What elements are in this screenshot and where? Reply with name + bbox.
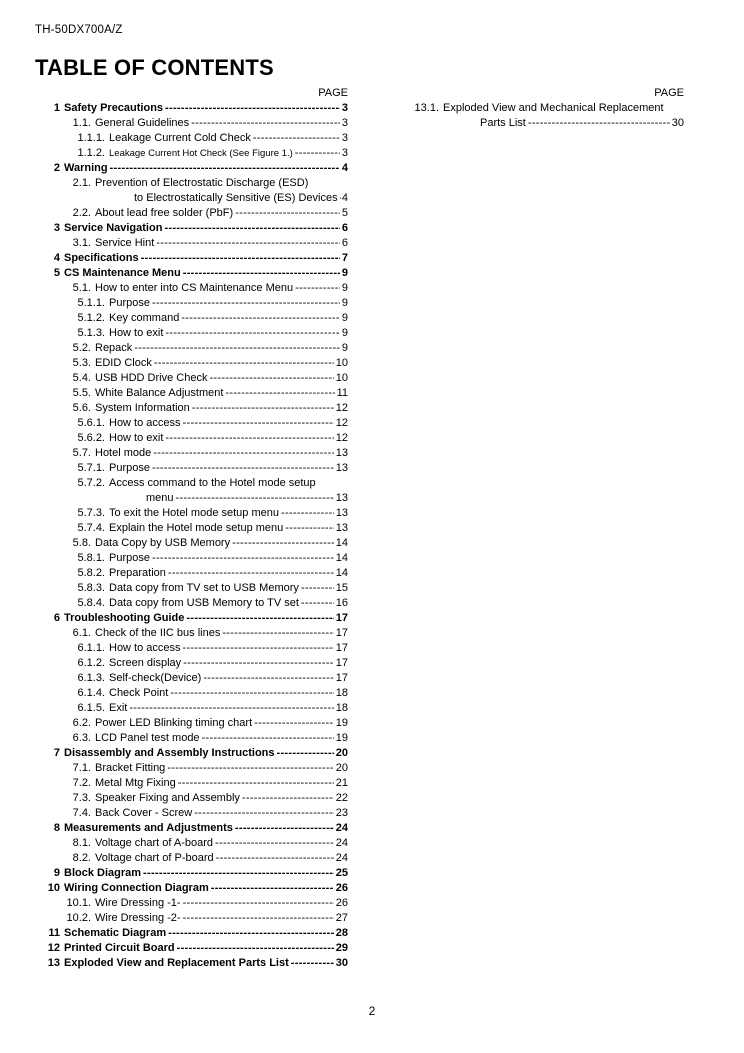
toc-entry-number: 5.8.1.: [77, 552, 105, 564]
leader-dots: [183, 656, 334, 671]
toc-entry-title: Check of the IIC bus lines: [95, 627, 221, 639]
toc-entry-number: 5.7.4.: [77, 522, 105, 534]
toc-entry-number: 5.2.: [72, 342, 91, 354]
toc-entry-number: 8.2.: [72, 852, 91, 864]
leader-dots: [176, 491, 334, 506]
toc-entry-number: 7.4.: [72, 807, 91, 819]
toc-entry-title: Exit: [109, 702, 128, 714]
toc-list-right: [386, 101, 684, 131]
toc-entry-page: 3: [341, 132, 348, 144]
toc-entry-number: 5.5.: [72, 387, 91, 399]
toc-entry-number: 5.8.2.: [77, 567, 105, 579]
toc-entry-number: 5.1.2.: [77, 312, 105, 324]
toc-entry-page: 30: [671, 117, 684, 129]
toc-entry-page: 26: [335, 882, 348, 894]
toc-entry-title: Printed Circuit Board: [64, 942, 175, 954]
toc-entry-page: 15: [335, 582, 348, 594]
toc-entry-number: 7.2.: [72, 777, 91, 789]
toc-entry-title: Power LED Blinking timing chart: [95, 717, 253, 729]
toc-entry-title: Access command to the Hotel mode setup: [109, 477, 316, 489]
toc-entry[interactable]: [38, 101, 348, 116]
toc-entry-title: Leakage Current Hot Check (See Figure 1.): [109, 148, 293, 159]
toc-entry-title: Purpose: [109, 297, 150, 309]
toc-entry-title: Voltage chart of A-board: [95, 837, 214, 849]
toc-entry[interactable]: [38, 431, 348, 446]
toc-entry-title: About lead free solder (PbF): [95, 207, 234, 219]
leader-dots: [129, 701, 333, 716]
leader-dots: [281, 506, 334, 521]
toc-entry[interactable]: [38, 956, 348, 971]
leader-dots: [156, 236, 340, 251]
toc-entry-number: 1.1.1.: [77, 132, 105, 144]
toc-entry[interactable]: [38, 356, 348, 371]
toc-entry-title: Key command: [109, 312, 180, 324]
leader-dots: [209, 371, 333, 386]
leader-dots: [152, 296, 340, 311]
model-number: TH-50DX700A/Z: [35, 24, 123, 36]
toc-entry[interactable]: [38, 866, 348, 881]
toc-entry-title: Block Diagram: [64, 867, 142, 879]
leader-dots: [216, 851, 334, 866]
toc-entry-page: 9: [341, 297, 348, 309]
toc-entry[interactable]: [38, 236, 348, 251]
toc-entry-page: 25: [335, 867, 348, 879]
toc-entry[interactable]: [38, 446, 348, 461]
toc-entry-number: 5: [53, 267, 60, 279]
toc-entry-page: 9: [341, 327, 348, 339]
toc-entry[interactable]: [386, 116, 684, 131]
toc-entry-page: 17: [335, 642, 348, 654]
toc-entry-number: 6.2.: [72, 717, 91, 729]
toc-entry[interactable]: [38, 686, 348, 701]
toc-entry-title: How to exit: [109, 327, 164, 339]
toc-entry-number: 5.6.2.: [77, 432, 105, 444]
toc-entry-number: 5.7.1.: [77, 462, 105, 474]
toc-entry-number: 3: [53, 222, 60, 234]
toc-entry-number: 5.1.3.: [77, 327, 105, 339]
toc-entry[interactable]: [38, 626, 348, 641]
toc-entry[interactable]: [38, 596, 348, 611]
toc-entry-number: 8.1.: [72, 837, 91, 849]
toc-entry-number: 5.4.: [72, 372, 91, 384]
toc-entry[interactable]: [38, 791, 348, 806]
toc-entry-page: 13: [335, 447, 348, 459]
toc-entry-title: System Information: [95, 402, 190, 414]
toc-entry[interactable]: [38, 326, 348, 341]
toc-entry[interactable]: [38, 731, 348, 746]
toc-entry-title: Purpose: [109, 462, 150, 474]
toc-entry-title: To exit the Hotel mode setup menu: [109, 507, 279, 519]
toc-entry[interactable]: [38, 296, 348, 311]
toc-entry-title: Explain the Hotel mode setup menu: [109, 522, 284, 534]
leader-dots: [295, 146, 340, 161]
toc-entry[interactable]: [38, 656, 348, 671]
toc-entry-title: menu: [146, 492, 174, 504]
toc-entry[interactable]: [38, 851, 348, 866]
toc-entry-number: 7: [53, 747, 60, 759]
leader-dots: [165, 326, 339, 341]
toc-entry-title: Wire Dressing -1-: [95, 897, 181, 909]
toc-entry[interactable]: [38, 761, 348, 776]
toc-entry[interactable]: [38, 821, 348, 836]
toc-entry-page: 13: [335, 462, 348, 474]
toc-entry-number: 4: [53, 252, 60, 264]
leader-dots: [254, 716, 334, 731]
leader-dots: [192, 401, 334, 416]
toc-entry-title: Screen display: [109, 657, 182, 669]
toc-entry[interactable]: [38, 836, 348, 851]
leader-dots: [110, 161, 340, 176]
leader-dots: [143, 866, 334, 881]
toc-entry-number: 6.1.1.: [77, 642, 105, 654]
toc-entry-number: 1: [53, 102, 60, 114]
toc-entry-page: 5: [341, 207, 348, 219]
toc-entry-page: 21: [335, 777, 348, 789]
leader-dots: [183, 641, 334, 656]
toc-column-right: [386, 86, 684, 131]
leader-dots: [165, 101, 340, 116]
toc-entry-title: Bracket Fitting: [95, 762, 166, 774]
toc-entry-title: Leakage Current Cold Check: [109, 132, 251, 144]
leader-dots: [191, 116, 340, 131]
toc-entry-number: 5.8.: [72, 537, 91, 549]
toc-entry-page: 9: [341, 312, 348, 324]
toc-entry-page: 17: [335, 672, 348, 684]
leader-dots: [202, 731, 334, 746]
leader-dots: [152, 461, 334, 476]
toc-entry-title: Check Point: [109, 687, 169, 699]
leader-dots: [177, 941, 334, 956]
toc-entry[interactable]: [38, 506, 348, 521]
toc-entry-page: 3: [341, 117, 348, 129]
leader-dots: [235, 821, 334, 836]
toc-entry-page: 13: [335, 492, 348, 504]
page-column-header: PAGE: [318, 87, 348, 99]
toc-entry[interactable]: [38, 551, 348, 566]
toc-entry-title: Troubleshooting Guide: [64, 612, 185, 624]
toc-entry-page: 9: [341, 342, 348, 354]
toc-entry-title: How to access: [109, 642, 181, 654]
toc-entry-number: 5.6.1.: [77, 417, 105, 429]
toc-entry-title: Data copy from TV set to USB Memory: [109, 582, 299, 594]
toc-entry[interactable]: [38, 566, 348, 581]
leader-dots: [183, 896, 334, 911]
toc-entry[interactable]: [38, 536, 348, 551]
toc-entry[interactable]: [38, 206, 348, 221]
leader-dots: [186, 611, 333, 626]
toc-entry-number: 5.6.: [72, 402, 91, 414]
toc-list-left: [38, 101, 348, 971]
leader-dots: [168, 926, 334, 941]
toc-entry-page: 7: [341, 252, 348, 264]
toc-entry-number: 5.8.4.: [77, 597, 105, 609]
toc-entry-number: 5.7.: [72, 447, 91, 459]
toc-entry-page: 6: [341, 237, 348, 249]
toc-entry-title: Self-check(Device): [109, 672, 202, 684]
toc-entry[interactable]: [38, 191, 348, 206]
toc-entry-number: 6.1.2.: [77, 657, 105, 669]
toc-entry-number: 6.1.: [72, 627, 91, 639]
toc-entry-number: 6: [53, 612, 60, 624]
toc-entry-page: 30: [335, 957, 348, 969]
toc-entry-page: 3: [341, 147, 348, 159]
toc-entry-number: 6.1.3.: [77, 672, 105, 684]
toc-entry[interactable]: [38, 611, 348, 626]
toc-entry-number: 1.1.: [72, 117, 91, 129]
toc-entry[interactable]: [38, 251, 348, 266]
toc-entry-title: Exploded View and Replacement Parts List: [64, 957, 289, 969]
toc-entry-page: 24: [335, 822, 348, 834]
toc-entry-number: 5.1.: [72, 282, 91, 294]
toc-entry-title: Repack: [95, 342, 133, 354]
toc-entry-title: Back Cover - Screw: [95, 807, 193, 819]
toc-entry-title: Data copy from USB Memory to TV set: [109, 597, 299, 609]
toc-entry[interactable]: [38, 416, 348, 431]
toc-entry-page: 18: [335, 687, 348, 699]
toc-entry-page: 20: [335, 762, 348, 774]
leader-dots: [291, 956, 334, 971]
toc-entry-page: 14: [335, 552, 348, 564]
toc-entry-title: CS Maintenance Menu: [64, 267, 181, 279]
toc-entry-page: 9: [341, 267, 348, 279]
toc-entry-title: How to access: [109, 417, 181, 429]
toc-entry-number: 2: [53, 162, 60, 174]
toc-entry-title: White Balance Adjustment: [95, 387, 224, 399]
toc-entry[interactable]: [38, 221, 348, 236]
toc-entry-number: 5.7.3.: [77, 507, 105, 519]
toc-entry-number: 6.3.: [72, 732, 91, 744]
toc-entry-page: 26: [335, 897, 348, 909]
toc-entry[interactable]: [38, 371, 348, 386]
toc-entry[interactable]: [38, 701, 348, 716]
toc-entry[interactable]: [38, 581, 348, 596]
toc-entry-page: 19: [335, 732, 348, 744]
leader-dots: [152, 551, 334, 566]
toc-entry-page: 24: [335, 852, 348, 864]
toc-entry-title: to Electrostatically Sensitive (ES) Devices: [134, 192, 338, 204]
toc-entry-number: 10.2.: [66, 912, 91, 924]
leader-dots: [528, 116, 670, 131]
toc-entry-page: 12: [335, 417, 348, 429]
toc-entry-page: 14: [335, 537, 348, 549]
leader-dots: [301, 596, 334, 611]
toc-entry-page: 27: [335, 912, 348, 924]
leader-dots: [167, 761, 333, 776]
toc-entry-title: Wire Dressing -2-: [95, 912, 181, 924]
toc-entry-title: Exploded View and Mechanical Replacement: [443, 102, 664, 114]
toc-entry-page: 4: [341, 162, 348, 174]
leader-dots: [183, 911, 334, 926]
toc-entry-title: Measurements and Adjustments: [64, 822, 233, 834]
leader-dots: [134, 341, 340, 356]
toc-entry-page: 12: [335, 402, 348, 414]
toc-entry-page: 14: [335, 567, 348, 579]
toc-entry-number: 13.1.: [414, 102, 439, 114]
toc-entry-page: 29: [335, 942, 348, 954]
toc-entry-number: 5.7.2.: [77, 477, 105, 489]
leader-dots: [181, 311, 340, 326]
leader-dots: [141, 251, 340, 266]
toc-column-left: [38, 86, 348, 971]
toc-entry-page: 16: [335, 597, 348, 609]
toc-entry-title: Data Copy by USB Memory: [95, 537, 231, 549]
leader-dots: [203, 671, 333, 686]
toc-entry[interactable]: [38, 491, 348, 506]
toc-entry-title: Safety Precautions: [64, 102, 164, 114]
leader-dots: [183, 416, 334, 431]
toc-entry[interactable]: [38, 776, 348, 791]
leader-dots: [168, 566, 334, 581]
toc-entry-title: General Guidelines: [95, 117, 190, 129]
toc-entry[interactable]: [38, 521, 348, 536]
toc-entry[interactable]: [38, 461, 348, 476]
toc-entry-title: EDID Clock: [95, 357, 152, 369]
toc-entry-page: 17: [335, 657, 348, 669]
toc-entry[interactable]: [38, 266, 348, 281]
toc-entry-number: 7.3.: [72, 792, 91, 804]
toc-entry[interactable]: [38, 401, 348, 416]
toc-entry[interactable]: [38, 716, 348, 731]
toc-entry-title: Disassembly and Assembly Instructions: [64, 747, 275, 759]
toc-entry[interactable]: [38, 311, 348, 326]
toc-entry[interactable]: [38, 641, 348, 656]
toc-entry-number: 10.1.: [66, 897, 91, 909]
toc-entry[interactable]: [38, 146, 348, 161]
leader-dots: [170, 686, 333, 701]
leader-dots: [232, 536, 334, 551]
toc-entry[interactable]: [38, 941, 348, 956]
toc-entry-title: Wiring Connection Diagram: [64, 882, 209, 894]
toc-entry-number: 7.1.: [72, 762, 91, 774]
toc-entry[interactable]: [38, 881, 348, 896]
toc-entry-number: 5.1.1.: [77, 297, 105, 309]
toc-entry-title: Preparation: [109, 567, 166, 579]
toc-entry-page: 3: [341, 102, 348, 114]
leader-dots: [253, 131, 340, 146]
toc-entry[interactable]: [38, 161, 348, 176]
toc-entry[interactable]: [38, 806, 348, 821]
toc-entry[interactable]: [38, 341, 348, 356]
leader-dots: [225, 386, 334, 401]
toc-entry[interactable]: [38, 116, 348, 131]
leader-dots: [222, 626, 333, 641]
toc-entry[interactable]: [38, 896, 348, 911]
toc-entry-page: 13: [335, 522, 348, 534]
toc-entry-title: Metal Mtg Fixing: [95, 777, 176, 789]
leader-dots: [301, 581, 334, 596]
toc-entry-title: How to exit: [109, 432, 164, 444]
toc-entry[interactable]: [38, 281, 348, 296]
toc-entry-page: 17: [335, 627, 348, 639]
leader-dots: [154, 356, 334, 371]
toc-entry-page: 24: [335, 837, 348, 849]
toc-entry[interactable]: [38, 926, 348, 941]
toc-entry-number: 9: [53, 867, 60, 879]
toc-entry-number: 12: [47, 942, 60, 954]
toc-entry-number: 2.2.: [72, 207, 91, 219]
toc-entry-title: Speaker Fixing and Assembly: [95, 792, 240, 804]
toc-entry-number: 6.1.4.: [77, 687, 105, 699]
toc-entry-page: 28: [335, 927, 348, 939]
toc-entry-number: 1.1.2.: [77, 147, 105, 159]
toc-entry-title: Hotel mode: [95, 447, 152, 459]
toc-entry[interactable]: [38, 176, 348, 191]
toc-entry-title: Prevention of Electrostatic Discharge (ESD): [95, 177, 309, 189]
toc-entry-title: Warning: [64, 162, 108, 174]
toc-entry-title: USB HDD Drive Check: [95, 372, 208, 384]
toc-entry-number: 3.1.: [72, 237, 91, 249]
toc-entry-number: 6.1.5.: [77, 702, 105, 714]
leader-dots: [164, 221, 339, 236]
leader-dots: [183, 266, 340, 281]
toc-entry[interactable]: [38, 671, 348, 686]
toc-entry-title: Service Navigation: [64, 222, 163, 234]
toc-entry-page: 13: [335, 507, 348, 519]
leader-dots: [285, 521, 333, 536]
toc-entry-page: 23: [335, 807, 348, 819]
leader-dots: [235, 206, 340, 221]
toc-entry-title: LCD Panel test mode: [95, 732, 200, 744]
toc-entry-number: 8: [53, 822, 60, 834]
toc-entry-page: 10: [335, 357, 348, 369]
leader-dots: [277, 746, 334, 761]
leader-dots: [215, 836, 334, 851]
toc-entry-page: 20: [335, 747, 348, 759]
toc-entry-page: 11: [336, 387, 348, 399]
toc-entry-page: 9: [341, 282, 348, 294]
toc-entry-number: 10: [47, 882, 60, 894]
toc-entry-page: 22: [335, 792, 348, 804]
toc-entry-number: 11: [48, 927, 60, 939]
toc-entry-page: 19: [335, 717, 348, 729]
toc-entry[interactable]: [38, 911, 348, 926]
toc-entry-title: Schematic Diagram: [64, 927, 167, 939]
page-column-header: PAGE: [654, 87, 684, 99]
toc-entry[interactable]: [38, 131, 348, 146]
toc-entry-title: Purpose: [109, 552, 150, 564]
toc-entry-page: 10: [335, 372, 348, 384]
toc-entry-page: 18: [335, 702, 348, 714]
toc-entry-page: 12: [335, 432, 348, 444]
toc-entry-page: 17: [335, 612, 348, 624]
toc-entry[interactable]: [38, 386, 348, 401]
leader-dots: [153, 446, 333, 461]
page-number: 2: [368, 1004, 376, 1018]
toc-entry[interactable]: [386, 101, 684, 116]
leader-dots: [211, 881, 334, 896]
leader-dots: [295, 281, 340, 296]
leader-dots: [194, 806, 334, 821]
toc-entry-title: Specifications: [64, 252, 139, 264]
toc-entry-number: 5.8.3.: [77, 582, 105, 594]
toc-entry-number: 2.1.: [72, 177, 91, 189]
leader-dots: [178, 776, 334, 791]
toc-entry-title: Voltage chart of P-board: [95, 852, 214, 864]
toc-entry[interactable]: [38, 746, 348, 761]
toc-entry-page: 4: [341, 192, 348, 204]
toc-entry[interactable]: [38, 476, 348, 491]
page-title: TABLE OF CONTENTS: [35, 55, 274, 80]
toc-entry-title: Parts List: [480, 117, 526, 129]
toc-entry-number: 5.3.: [72, 357, 91, 369]
leader-dots: [242, 791, 334, 806]
toc-entry-number: 13: [47, 957, 60, 969]
toc-entry-title: Service Hint: [95, 237, 155, 249]
leader-dots: [165, 431, 333, 446]
toc-entry-page: 6: [341, 222, 348, 234]
toc-entry-title: How to enter into CS Maintenance Menu: [95, 282, 294, 294]
